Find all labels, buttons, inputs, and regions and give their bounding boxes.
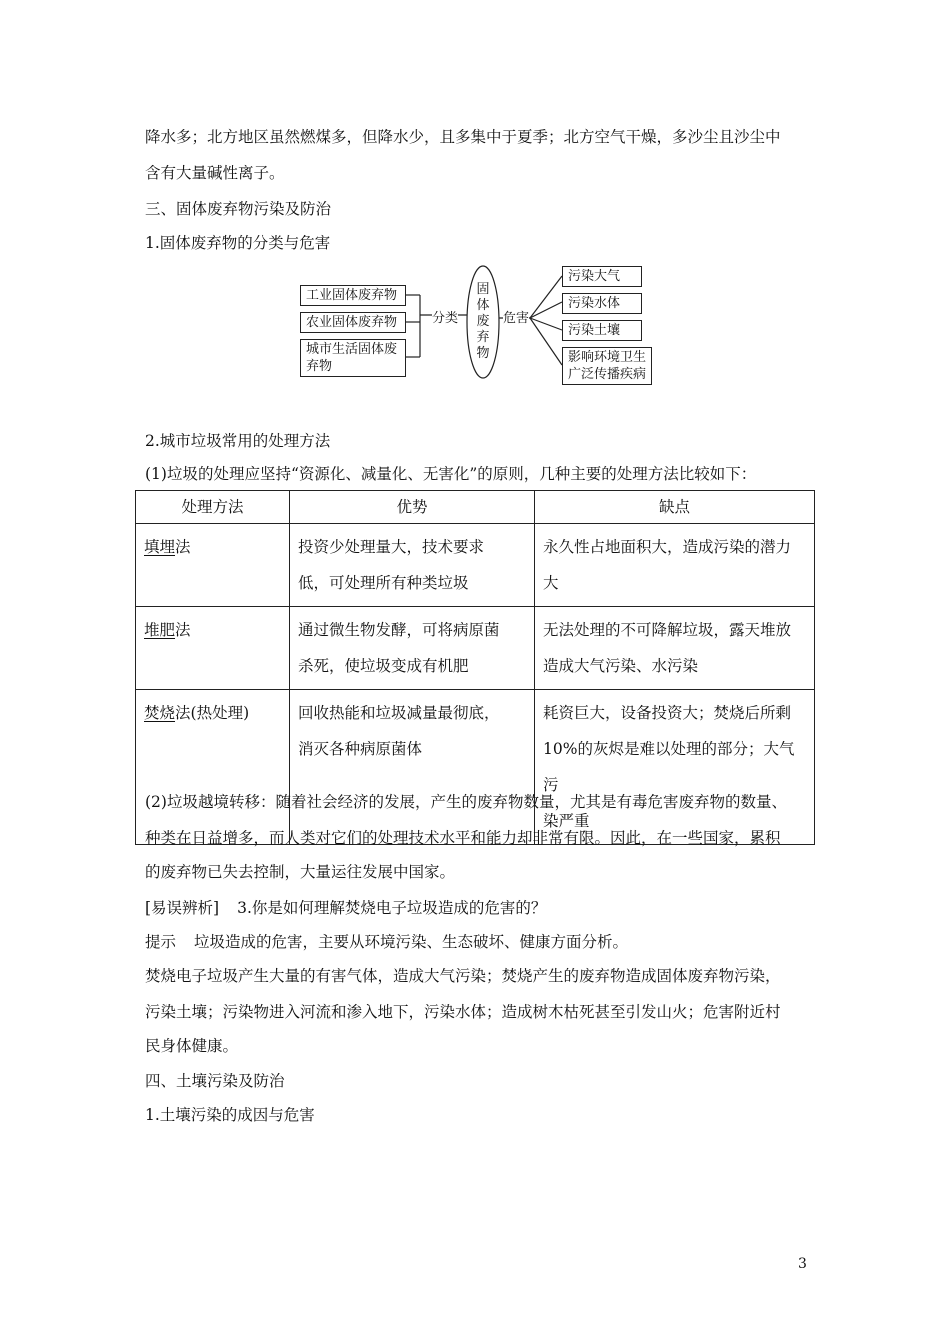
method-cell [136,607,290,690]
table-header: 处理方法 [136,491,290,524]
source-box-urban-line2: 弃物 [306,359,333,374]
hint-tag: 提示 [145,933,177,951]
cell-line: 投资少处理量大，技术要求 [298,538,485,556]
answer-line: 民身体健康。 [145,1037,239,1055]
paragraph-line: 的废弃物已失去控制，大量运往发展中国家。 [145,863,456,881]
table-header-row [136,491,815,524]
center-label [474,282,492,362]
center-char: 废 [476,314,490,329]
center-char: 弃 [476,330,490,345]
hint-line [145,932,628,952]
harm-box-air: 污染大气 [562,266,642,287]
cell-line: 通过微生物发酵，可将病原菌 [298,621,500,639]
section-heading: 三、固体废弃物污染及防治 [145,200,332,218]
disadvantage-cell [535,690,815,845]
advantage-cell [290,607,535,690]
paragraph-line: (1)垃圾的处理应坚持“资源化、减量化、无害化”的原则，几种主要的处理方法比较如下： [145,465,757,483]
center-char: 固 [476,282,490,297]
cell-line: 永久性占地面积大，造成污染的潜力 [543,538,792,556]
harm-box-health [562,347,652,385]
subsection-heading: 1.固体废弃物的分类与危害 [145,234,331,252]
paragraph-line: 降水多；北方地区虽然燃煤多，但降水少，且多集中于夏季；北方空气干燥，多沙尘且沙尘中 [145,128,781,146]
harm-box-soil: 污染土壤 [562,320,642,341]
question-line [145,898,546,918]
harm-health-line2: 广泛传播疾病 [568,367,647,382]
table-row [136,690,815,845]
cell-line: 10%的灰烬是难以处理的部分；大气污 [543,740,795,794]
harm-water-text: 污染水体 [568,296,621,311]
table-header: 优势 [290,491,535,524]
cell-line: 消灭各种病原菌体 [298,740,423,758]
method-rest: 法 [175,621,191,639]
question-text: 3.你是如何理解焚烧电子垃圾造成的危害的？ [237,899,547,917]
source-box-industrial: 工业固体废弃物 [300,285,406,306]
cell-line: 大 [543,574,559,592]
center-char: 体 [476,298,490,313]
subsection-heading: 1.土壤污染的成因与危害 [145,1106,315,1124]
section-heading: 四、土壤污染及防治 [145,1072,285,1090]
subsection-heading: 2.城市垃圾常用的处理方法 [145,432,331,450]
method-rest: 法 [175,538,191,556]
source-box-urban [300,339,406,377]
cell-line: 无法处理的不可降解垃圾，露天堆放 [543,621,792,639]
cell-line: 杀死，使垃圾变成有机肥 [298,657,469,675]
table-row [136,607,815,690]
paragraph-line: 含有大量碱性离子。 [145,164,285,182]
cell-line: 低，可处理所有种类垃圾 [298,574,469,592]
harm-label: 危害 [503,307,529,326]
method-cell [136,690,290,845]
cell-line: 染严重 [543,812,590,830]
disadvantage-cell [535,524,815,607]
harm-box-water [562,293,642,314]
answer-line: 污染土壤；污染物进入河流和渗入地下，污染水体；造成树木枯死甚至引发山火；危害附近村 [145,1003,781,1021]
method-underlined: 填埋 [144,538,176,556]
method-rest: 法(热处理) [175,704,250,722]
harm-health-line1: 影响环境卫生 [568,350,647,365]
advantage-cell [290,524,535,607]
classify-label: 分类 [432,307,458,326]
table-row [136,524,815,607]
question-tag: [易误辨析] [145,899,220,917]
advantage-cell [290,690,535,845]
paragraph-line: 种类在日益增多，而人类对它们的处理技术水平和能力却非常有限。因此，在一些国家，累积 [145,829,781,847]
page-number: 3 [798,1256,807,1272]
cell-line: 造成大气污染、水污染 [543,657,699,675]
answer-line: 焚烧电子垃圾产生大量的有害气体，造成大气污染；焚烧产生的废弃物造成固体废弃物污染， [145,967,781,985]
method-underlined: 堆肥 [144,621,176,639]
disadvantage-cell [535,607,815,690]
source-box-urban-line1: 城市生活固体废 [306,342,398,357]
center-char: 物 [476,346,490,361]
paragraph-line: (2)垃圾越境转移：随着社会经济的发展，产生的废弃物数量，尤其是有毒危害废弃物的数量、 [145,793,787,811]
method-cell [136,524,290,607]
source-box-agricultural: 农业固体废弃物 [300,312,406,333]
cell-line: 回收热能和垃圾减量最彻底， [298,704,500,722]
classification-diagram [290,260,660,385]
hint-text: 垃圾造成的危害，主要从环境污染、生态破坏、健康方面分析。 [194,933,629,951]
method-underlined: 焚烧 [144,704,176,722]
cell-line: 耗资巨大，设备投资大；焚烧后所剩 [543,704,792,722]
table-header: 缺点 [535,491,815,524]
